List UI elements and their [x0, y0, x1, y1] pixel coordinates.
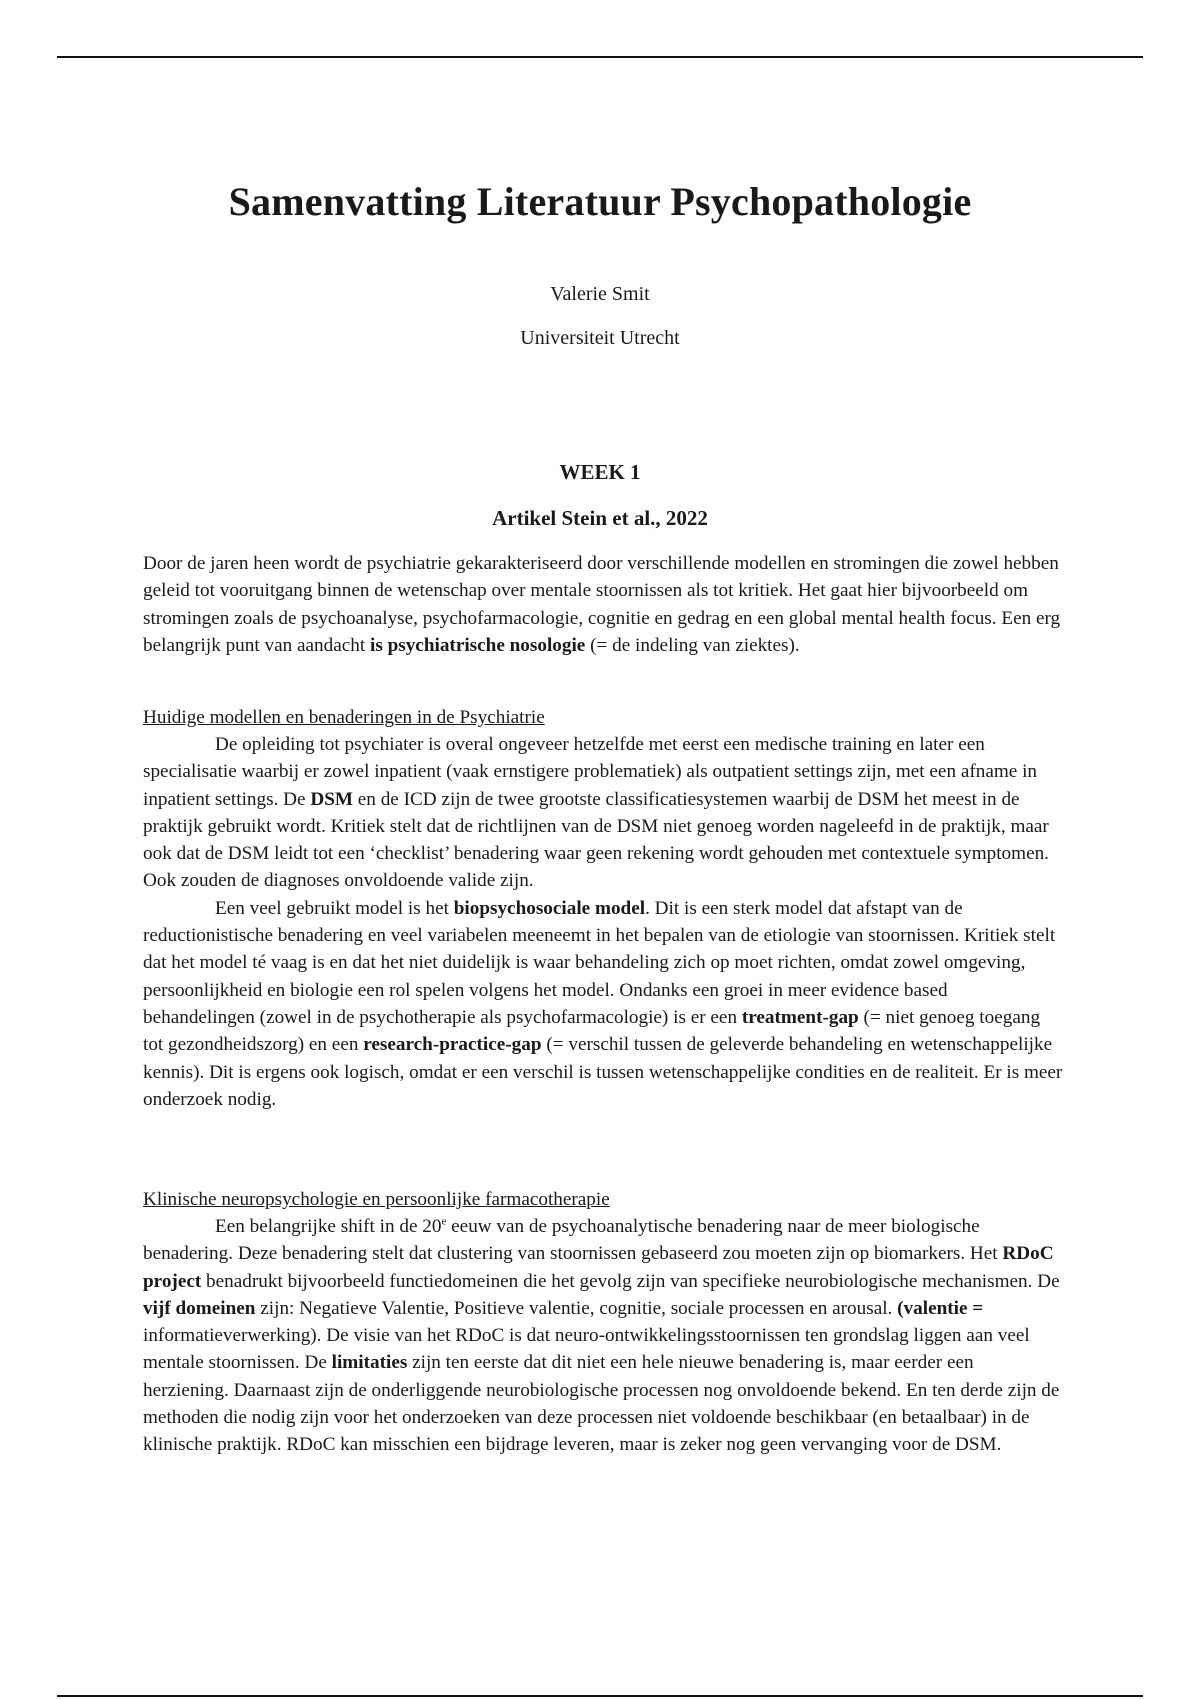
paragraph-rdoc: Een belangrijke shift in de 20e eeuw van de psychoanalytische benadering naar de meer biologische benadering. Deze benadering stelt dat clustering van stoornissen gebaseerd zou moeten zijn op biomarkers. Het RDoC project benadrukt bijvoorbeeld functiedomeinen die het gevolg zijn van specifieke neurobiologische mechanismen. De vijf domeinen zijn: Negatieve Valentie, Positieve valentie, cognitie, sociale processen en arousal. (valentie = informatieverwerking). De visie van het RDoC is dat neuro-ontwikkelingsstoornissen ten grondslag liggen aan veel mentale stoornissen. De limitaties zijn ten eerste dat dit niet een hele nieuwe benadering is, maar eerder een herziening. Daarnaast zijn de onderliggende neurobiologische processen nog onvoldoende bekend. En ten derde zijn de methoden die nodig zijn voor het onderzoeken van deze processen niet voldoende beschikbaar (en betaalbaar) in de klinische praktijk. RDoC kan misschien een bijdrage leveren, maar is zeker nog geen vervanging voor de DSM.	[143, 1215, 1060, 1456]
article-heading: Artikel Stein et al., 2022	[492, 506, 708, 530]
section-heading-neuropsychology: Klinische neuropsychologie en persoonlijke farmacotherapie	[143, 1189, 610, 1210]
week-heading: WEEK 1	[559, 460, 641, 484]
affiliation: Universiteit Utrecht	[520, 327, 680, 349]
intro-paragraph: Door de jaren heen wordt de psychiatrie gekarakteriseerd door verschillende modellen en stromingen die zowel hebben geleid tot vooruitgang binnen de wetenschap over mentale stoornissen als tot kritiek. Het gaat hier bijvoorbeeld om stromingen zoals de psychoanalyse, psychofarmacologie, cognitie en gedrag en een global mental health focus. Een erg belangrijk punt van aandacht is psychiatrische nosologie (= de indeling van ziektes).	[143, 553, 1061, 656]
paragraph-biopsychosocial: Een veel gebruikt model is het biopsychosociale model. Dit is een sterk model dat afstapt van de reductionistische benadering en veel variabelen meeneemt in het bepalen van de etiologie van stoornissen. Kritiek stelt dat het model té vaag is en dat het niet duidelijk is waar behandeling zich op moet richten, omdat zowel omgeving, persoonlijkheid en biologie een rol spelen volgens het model. Ondanks een groei in meer evidence based behandelingen (zowel in de psychotherapie als psychofarmacologie) is er een treatment-gap (= niet genoeg toegang tot gezondheidszorg) en een research-practice-gap (= verschil tussen de geleverde behandeling en wetenschappelijke kennis). Dit is ergens ook logisch, omdat er een verschil is tussen wetenschappelijke condities en de realiteit. Er is meer onderzoek nodig.	[143, 897, 1063, 1110]
author-name: Valerie Smit	[550, 283, 650, 305]
footer-rule	[57, 1695, 1143, 1697]
document-title: Samenvatting Literatuur Psychopathologie	[228, 179, 972, 224]
section-heading-models: Huidige modellen en benaderingen in de Psychiatrie	[143, 707, 545, 728]
header-rule	[57, 56, 1143, 58]
section-body-models	[143, 731, 1063, 1113]
paragraph-training-dsm: De opleiding tot psychiater is overal ongeveer hetzelfde met eerst een medische training en later een specialisatie waarbij er zowel inpatient (vaak ernstigere problematiek) als outpatient settings zijn, met een afname in inpatient settings. De DSM en de ICD zijn de twee grootste classificatiesystemen waarbij de DSM het meest in de praktijk gebruikt wordt. Kritiek stelt dat de richtlijnen van de DSM niet genoeg worden nageleefd in de praktijk, maar ook dat de DSM leidt tot een ‘checklist’ benadering waar geen rekening wordt gehouden met contextuele symptomen. Ook zouden de diagnoses onvoldoende valide zijn.	[143, 734, 1049, 892]
